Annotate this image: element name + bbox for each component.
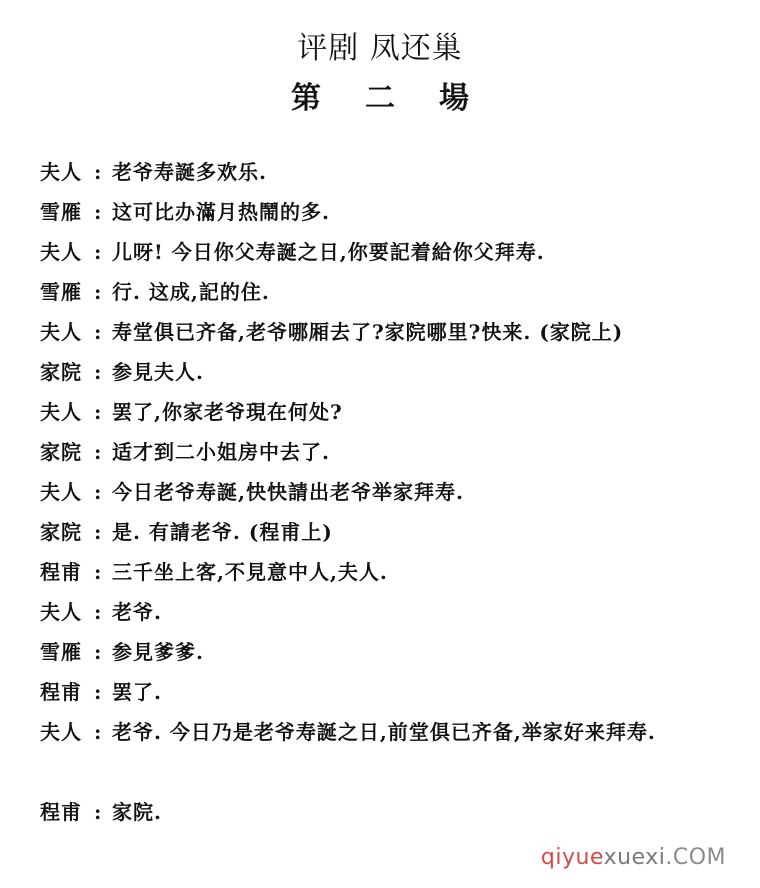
speaker-colon: : [94, 240, 102, 264]
line-text: 儿呀! 今日你父寿誕之日,你要記着給你父拜寿. [112, 240, 545, 264]
dialogue-line [40, 518, 740, 558]
watermark-part-1: qiyue [540, 845, 604, 870]
dialogue-list [40, 158, 740, 838]
speaker-colon: : [94, 560, 102, 584]
dialogue-line [40, 278, 740, 318]
line-text: 适才到二小姐房中去了. [112, 440, 330, 464]
speaker-name: 夫人 [40, 160, 82, 184]
speaker-name: 夫人 [40, 320, 82, 344]
dialogue-line [40, 238, 740, 278]
speaker-colon: : [94, 440, 102, 464]
dialogue-line [40, 478, 740, 518]
speaker-name: 夫人 [40, 600, 82, 624]
dialogue-line [40, 398, 740, 438]
line-text: 这可比办滿月热鬧的多. [112, 200, 330, 224]
dialogue-line [40, 438, 740, 478]
speaker-colon: : [94, 400, 102, 424]
watermark-part-3: .COM [665, 845, 726, 870]
speaker-colon: : [94, 160, 102, 184]
line-text: 寿堂俱已齐备,老爷哪厢去了?家院哪里?快来. (家院上) [112, 320, 624, 344]
dialogue-line [40, 678, 740, 718]
line-text: 行. 这成,記的住. [112, 280, 270, 304]
line-text: 老爷. 今日乃是老爷寿誕之日,前堂俱已齐备,举家好来拜寿. [112, 720, 656, 744]
dialogue-line [40, 798, 740, 838]
speaker-colon: : [94, 480, 102, 504]
speaker-colon: : [94, 280, 102, 304]
speaker-name: 家院 [40, 440, 82, 464]
speaker-name: 程甫 [40, 800, 82, 824]
speaker-colon: : [94, 720, 102, 744]
speaker-colon: : [94, 640, 102, 664]
line-text: 三千坐上客,不見意中人,夫人. [112, 560, 388, 584]
line-text: 家院. [112, 800, 162, 824]
line-text: 今日老爷寿誕,快快請出老爷举家拜寿. [112, 480, 464, 504]
dialogue-line [40, 718, 740, 798]
speaker-name: 夫人 [40, 480, 82, 504]
speaker-colon: : [94, 360, 102, 384]
line-text: 是. 有請老爷. (程甫上) [112, 520, 333, 544]
speaker-name: 雪雁 [40, 280, 82, 304]
dialogue-line [40, 358, 740, 398]
dialogue-line [40, 158, 740, 198]
speaker-name: 夫人 [40, 720, 82, 744]
speaker-name: 家院 [40, 360, 82, 384]
speaker-name: 夫人 [40, 400, 82, 424]
speaker-name: 程甫 [40, 560, 82, 584]
watermark-part-2: xuexi [603, 845, 666, 870]
dialogue-line [40, 598, 740, 638]
speaker-colon: : [94, 520, 102, 544]
page-title: 评剧 凤还巢 [297, 31, 463, 66]
speaker-name: 雪雁 [40, 200, 82, 224]
line-text: 参見夫人. [112, 360, 204, 384]
speaker-colon: : [94, 680, 102, 704]
line-text: 老爷. [112, 600, 162, 624]
line-text: 老爷寿誕多欢乐. [112, 160, 267, 184]
speaker-name: 雪雁 [40, 640, 82, 664]
line-text: 参見爹爹. [112, 640, 204, 664]
site-watermark [541, 845, 726, 870]
dialogue-line [40, 558, 740, 598]
speaker-name: 夫人 [40, 240, 82, 264]
dialogue-line [40, 318, 740, 358]
speaker-colon: : [94, 600, 102, 624]
speaker-colon: : [94, 200, 102, 224]
line-text: 罢了. [112, 680, 162, 704]
speaker-colon: : [94, 800, 102, 824]
speaker-name: 程甫 [40, 680, 82, 704]
line-text: 罢了,你家老爷現在何处? [112, 400, 343, 424]
speaker-name: 家院 [40, 520, 82, 544]
dialogue-line [40, 638, 740, 678]
speaker-colon: : [94, 320, 102, 344]
dialogue-line [40, 198, 740, 238]
scene-heading: 第二場 [291, 81, 513, 116]
